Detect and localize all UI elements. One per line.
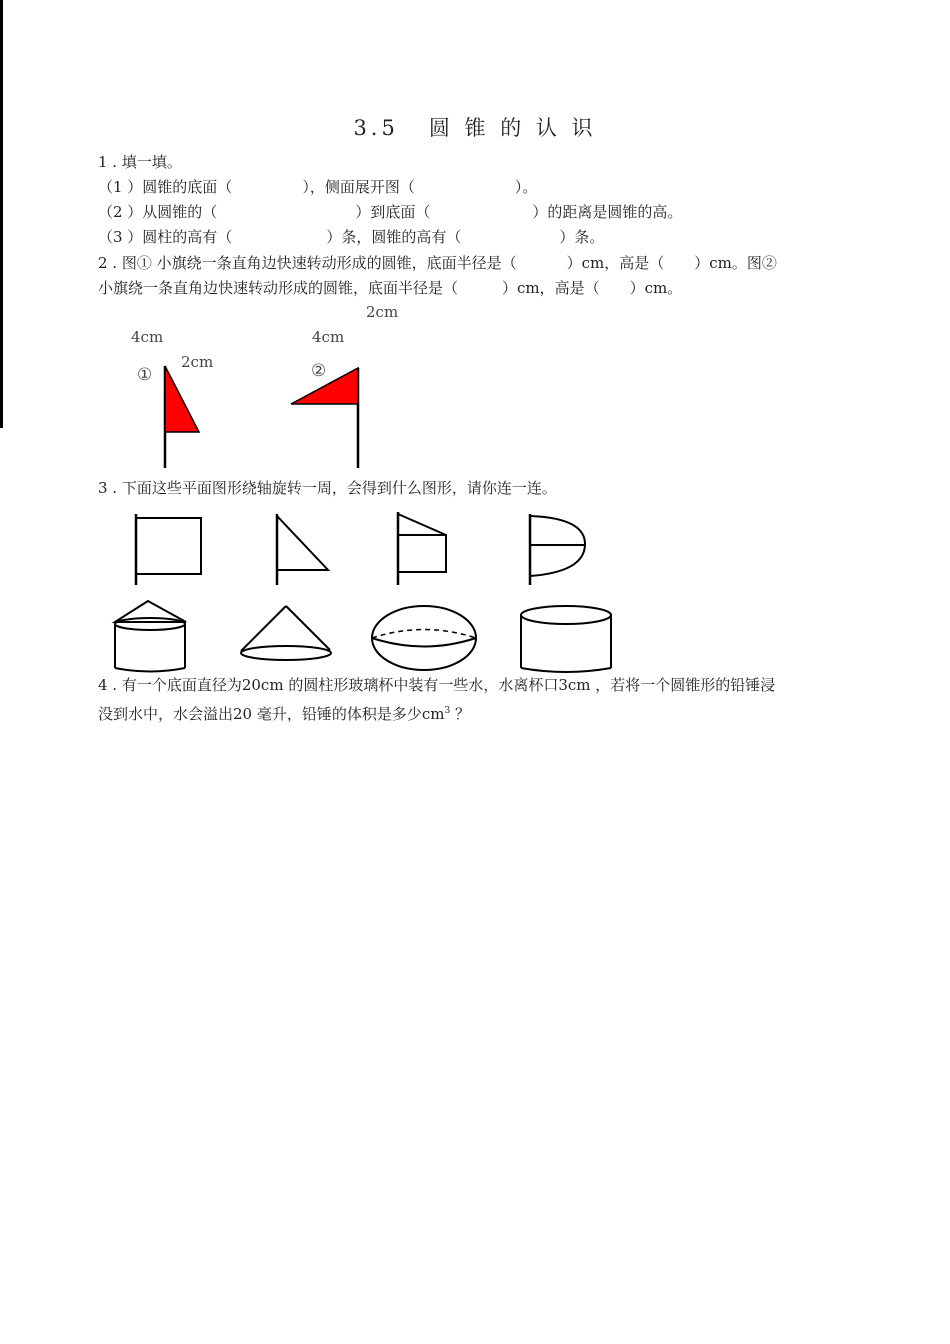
page-title: [0, 112, 950, 142]
q2-l2-part-c: ）cm。: [629, 279, 683, 297]
fig1-width-label: 2cm: [181, 353, 214, 371]
plane-shape-right-triangle: [265, 510, 335, 588]
flag-1-triangle: [165, 366, 199, 432]
solid-cylinder: [516, 603, 616, 677]
q2-l1-part-c: ）cm。图②: [694, 254, 777, 272]
q1-l2-part-b: ）到底面（: [355, 203, 431, 221]
q4-line-2-part-a: 没到水中，水会溢出20 毫升，铅锤的体积是多少cm: [98, 705, 445, 723]
q4-text: [98, 672, 868, 727]
q4-unit-exponent: 3: [444, 706, 451, 716]
q2-l2-part-a: 小旗绕一条直角边快速转动形成的圆锥，底面半径是（: [98, 279, 459, 297]
solid-sphere: [368, 603, 480, 675]
flag-2-figure: [285, 362, 365, 470]
fig1-marker: ①: [137, 365, 153, 385]
q2-line-2: [98, 277, 682, 298]
solid-cone: [235, 603, 335, 665]
q3-heading: 3 . 下面这些平面图形绕轴旋转一周，会得到什么图形，请你连一连。: [98, 479, 557, 497]
q1-l2-part-c: ）的距离是圆锥的高。: [532, 203, 683, 221]
flag-1-figure: [155, 360, 215, 470]
q4-line-2-part-b: ？: [450, 705, 470, 723]
left-margin-rule: [0, 0, 3, 428]
q1-l1-part-c: ）。: [514, 178, 538, 196]
q2-l1-part-a: 2 . 图① 小旗绕一条直角边快速转动形成的圆锥，底面半径是（: [98, 254, 517, 272]
fig2-width-label: 2cm: [366, 303, 399, 321]
q1-line-3: [98, 226, 604, 247]
q2-l1-part-b: ）cm，高是（: [566, 254, 665, 272]
q1-l2-part-a: （2 ）从圆锥的（: [98, 203, 218, 221]
solid-cylinder-with-cone: [108, 598, 194, 676]
q1-l1-part-b: ），侧面展开图（: [302, 178, 415, 196]
q1-l3-part-b: ）条，圆锥的高有（: [326, 228, 462, 246]
q1-heading: 1 . 填一填。: [98, 153, 182, 171]
q4-line-2: [98, 698, 868, 727]
q1-line-2: [98, 201, 682, 222]
q1-line-1: [98, 176, 537, 197]
plane-shape-rectangle: [125, 510, 210, 588]
q1-l1-part-a: （1 ）圆锥的底面（: [98, 178, 233, 196]
q4-line-1: 4 . 有一个底面直径为20cm 的圆柱形玻璃杯中装有一些水，水离杯口3cm ，若将一个圆锥形的铅锤浸: [98, 676, 776, 694]
fig1-height-label: 4cm: [131, 328, 164, 346]
flag-2-triangle: [291, 368, 358, 404]
title-text: 圆 锥 的 认 识: [428, 116, 597, 140]
q1-l3-part-c: ）条。: [559, 228, 605, 246]
plane-shape-semicircle: [520, 508, 590, 588]
title-number: 3.5: [353, 116, 399, 140]
fig2-height-label: 4cm: [312, 328, 345, 346]
fig2-marker: ②: [311, 361, 327, 381]
plane-shape-rectangle-with-triangle: [387, 508, 452, 588]
q1-l3-part-a: （3 ）圆柱的高有（: [98, 228, 233, 246]
q2-l2-part-b: ）cm，高是（: [502, 279, 600, 297]
q2-line-1: [98, 252, 777, 273]
